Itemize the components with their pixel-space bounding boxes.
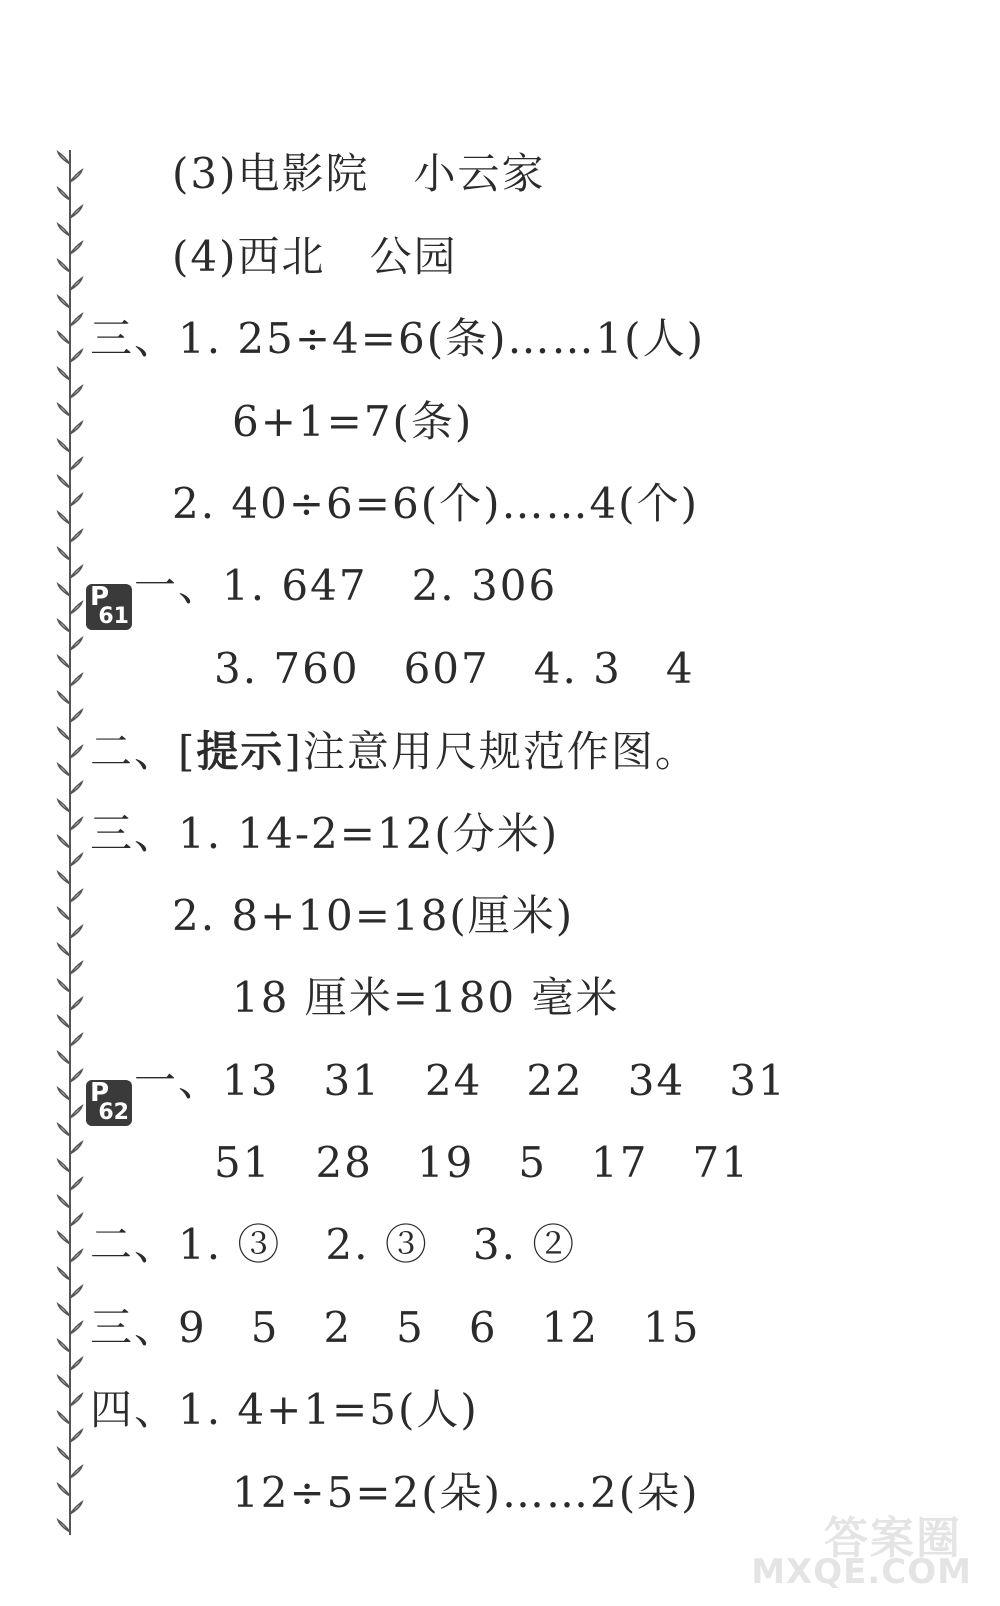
vine-leaf (58, 908, 70, 920)
hint-bracket-open: [ (178, 727, 197, 776)
vine-leaf (58, 692, 70, 704)
vine-leaf (58, 1124, 70, 1136)
vine-leaf (58, 1160, 70, 1172)
vine-leaf (70, 170, 82, 182)
vine-leaf (58, 728, 70, 740)
p61-section-1-cont: 3. 760 607 4. 3 4 (214, 644, 695, 693)
vine-leaf (58, 1448, 70, 1460)
vine-leaf (58, 656, 70, 668)
vine-border-decoration (52, 150, 88, 1535)
vine-leaf (58, 1232, 70, 1244)
vine-leaf (58, 1016, 70, 1028)
vine-leaf (58, 1268, 70, 1280)
vine-leaf (70, 1250, 82, 1262)
vine-leaf (58, 476, 70, 488)
vine-leaf (70, 278, 82, 290)
hint-text: 注意用尺规范作图。 (302, 727, 699, 776)
vine-leaf (70, 1106, 82, 1118)
vine-leaf (70, 1322, 82, 1334)
p62-section-3: 三、9 5 2 5 6 12 15 (90, 1303, 701, 1352)
p62-section-4-q1: 四、1. 4+1=5(人) (90, 1385, 479, 1434)
vine-leaf (70, 1466, 82, 1478)
vine-leaf (70, 602, 82, 614)
vine-leaf (70, 530, 82, 542)
vine-leaf (70, 926, 82, 938)
page-61-badge (86, 584, 132, 630)
vine-leaf (58, 800, 70, 812)
vine-leaf (58, 440, 70, 452)
vine-leaf (58, 1052, 70, 1064)
vine-leaf (70, 458, 82, 470)
vine-leaf (70, 1358, 82, 1370)
vine-leaf (70, 1214, 82, 1226)
vine-leaf (70, 854, 82, 866)
badge-number: 62 (98, 1100, 129, 1125)
answer-line-3-cinema: (3)电影院 小云家 (172, 149, 546, 198)
vine-leaf (70, 1430, 82, 1442)
vine-leaf (58, 944, 70, 956)
answer-section-3-q1-step2: 6+1=7(条) (232, 397, 474, 446)
answer-section-3-q1: 三、1. 25÷4=6(条)……1(人) (90, 314, 705, 363)
vine-leaf (58, 548, 70, 560)
watermark-logo (751, 1502, 982, 1592)
badge-letter: P (90, 1078, 110, 1108)
vine-leaf (70, 1394, 82, 1406)
vine-leaf (58, 620, 70, 632)
p62-section-1-cont: 51 28 19 5 17 71 (214, 1138, 750, 1187)
vine-leaf (58, 260, 70, 272)
vine-leaf (70, 350, 82, 362)
vine-leaf (70, 1178, 82, 1190)
vine-leaf (58, 1088, 70, 1100)
p61-section-1: 一、1. 647 2. 306 (134, 561, 558, 610)
vine-leaf (70, 998, 82, 1010)
p61-section-2-hint (90, 724, 699, 780)
vine-leaf (70, 422, 82, 434)
vine-leaf (58, 584, 70, 596)
vine-leaf (70, 1070, 82, 1082)
page-62-badge (86, 1080, 132, 1126)
vine-leaf (70, 962, 82, 974)
hint-label: 提示 (196, 727, 285, 776)
vine-leaf (58, 188, 70, 200)
vine-leaf (58, 1412, 70, 1424)
vine-leaf (58, 764, 70, 776)
answer-section-3-q2: 2. 40÷6=6(个)……4(个) (172, 479, 699, 528)
vine-leaf (70, 818, 82, 830)
vine-leaf (70, 1502, 82, 1514)
vine-leaf (70, 782, 82, 794)
vine-leaf (58, 1196, 70, 1208)
vine-leaf (58, 1304, 70, 1316)
vine-leaf (58, 980, 70, 992)
section-2-label: 二、 (90, 727, 179, 776)
vine-leaf (70, 890, 82, 902)
badge-letter: P (90, 582, 110, 612)
vine-leaf (70, 746, 82, 758)
vine-leaf (70, 1034, 82, 1046)
hint-bracket-close: ] (284, 727, 303, 776)
vine-leaf (70, 386, 82, 398)
vine-leaf (58, 1376, 70, 1388)
vine-leaf (58, 224, 70, 236)
vine-leaf (58, 296, 70, 308)
answer-line-4-northwest: (4)西北 公园 (172, 232, 458, 281)
p61-section-3-q2: 2. 8+10=18(厘米) (172, 891, 575, 940)
p62-section-2: 二、1. ③ 2. ③ 3. ② (90, 1220, 577, 1269)
vine-leaf (58, 1520, 70, 1532)
watermark-top-text: 答案圈 (824, 1513, 962, 1564)
vine-leaf (58, 872, 70, 884)
vine-leaf (70, 1286, 82, 1298)
vine-leaf (70, 638, 82, 650)
vine-leaf (70, 206, 82, 218)
vine-leaf (58, 512, 70, 524)
vine-leaf (70, 674, 82, 686)
vine-leaf (70, 242, 82, 254)
vine-leaf (58, 368, 70, 380)
vine-leaf (70, 710, 82, 722)
watermark-bottom-text: MXQE.COM (751, 1552, 972, 1592)
p61-section-3-q2-conversion: 18 厘米=180 毫米 (232, 973, 620, 1022)
vine-leaf (58, 836, 70, 848)
vine-leaf (58, 332, 70, 344)
vine-leaf (58, 1340, 70, 1352)
vine-leaf (70, 1142, 82, 1154)
vine-leaf (58, 404, 70, 416)
p62-section-1: 一、13 31 24 22 34 31 (134, 1056, 787, 1105)
vine-leaf (70, 494, 82, 506)
vine-leaf (70, 314, 82, 326)
vine-leaf (58, 152, 70, 164)
vine-leaf (70, 566, 82, 578)
p61-section-3-q1: 三、1. 14-2=12(分米) (90, 809, 560, 858)
badge-number: 61 (98, 604, 129, 629)
vine-leaf (58, 1484, 70, 1496)
p62-section-4-q1-step2: 12÷5=2(朵)……2(朵) (232, 1468, 700, 1517)
